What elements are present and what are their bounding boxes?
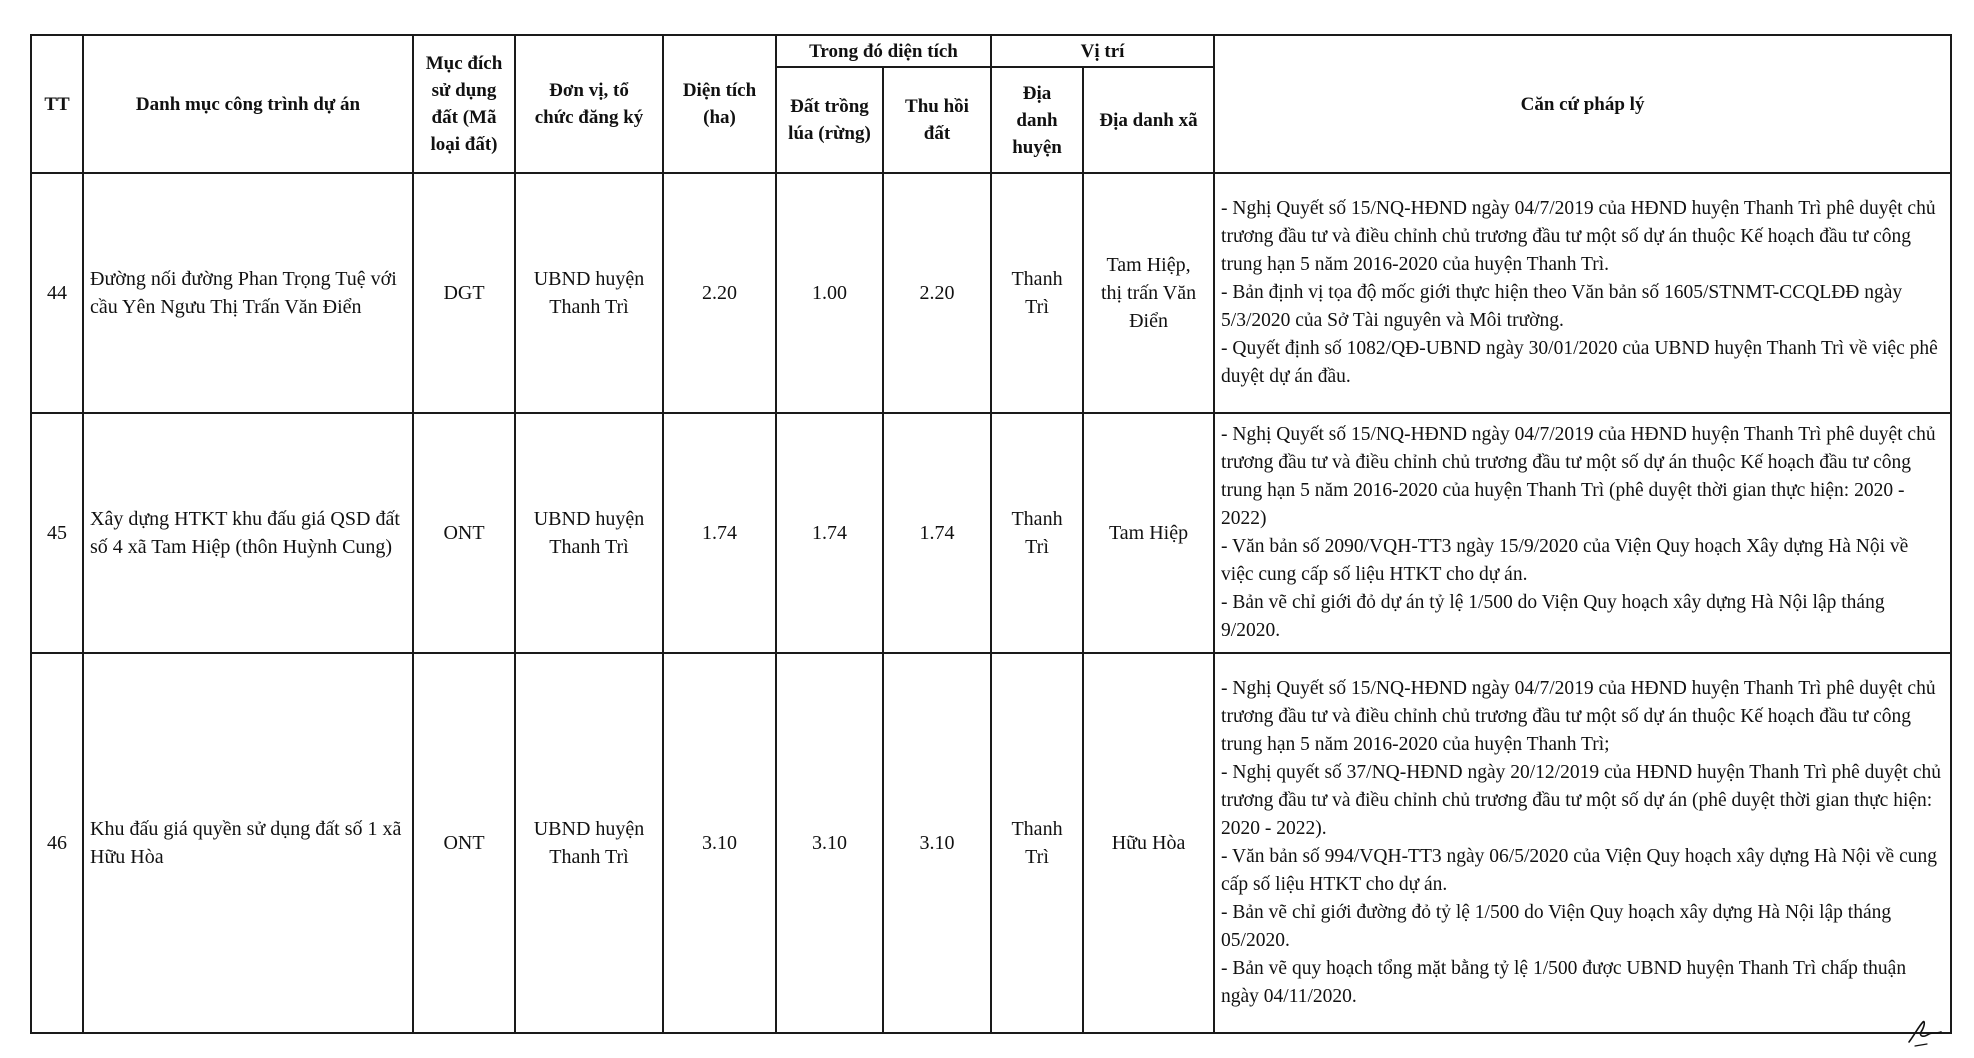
project-table [30, 34, 1952, 1034]
cell-unit: UBND huyện Thanh Trì [515, 413, 663, 653]
header-rice-land: Đất trồng lúa (rừng) [776, 67, 883, 173]
header-purpose: Mục đích sử dụng đất (Mã loại đất) [413, 35, 515, 173]
legal-item: - Nghị quyết số 37/NQ-HĐND ngày 20/12/2019 của HĐND huyện Thanh Trì phê duyệt chủ trương đầu tư và điều chỉnh chủ trương đầu tư một số dự án (phê duyệt thời gian thực hiện: 2020 - 2022). [1221, 762, 1942, 839]
cell-area: 1.74 [663, 413, 776, 653]
legal-item: - Bản định vị tọa độ mốc giới thực hiện theo Văn bản số 1605/STNMT-CCQLĐĐ ngày 5/3/2020 của Sở Tài nguyên và Môi trường. [1221, 282, 1903, 331]
cell-project: Xây dựng HTKT khu đấu giá QSD đất số 4 xã Tam Hiệp (thôn Huỳnh Cung) [83, 413, 413, 653]
cell-area: 3.10 [663, 653, 776, 1033]
header-project: Danh mục công trình dự án [83, 35, 413, 173]
cell-rice-land: 1.74 [776, 413, 883, 653]
cell-unit: UBND huyện Thanh Trì [515, 173, 663, 413]
cell-project: Khu đấu giá quyền sử dụng đất số 1 xã Hữu Hòa [83, 653, 413, 1033]
header-within-group: Trong đó diện tích [776, 35, 991, 67]
legal-item: - Bản vẽ chỉ giới đỏ dự án tỷ lệ 1/500 do Viện Quy hoạch xây dựng Hà Nội lập tháng 9/2020. [1221, 592, 1885, 641]
header-district: Địa danh huyện [991, 67, 1083, 173]
header-tt: TT [31, 35, 83, 173]
cell-purpose: DGT [413, 173, 515, 413]
header-area: Diện tích (ha) [663, 35, 776, 173]
cell-recovered-land: 2.20 [883, 173, 991, 413]
cell-rice-land: 1.00 [776, 173, 883, 413]
legal-item: - Văn bản số 994/VQH-TT3 ngày 06/5/2020 của Viện Quy hoạch xây dựng Hà Nội về cung cấp số liệu HTKT cho dự án. [1221, 846, 1937, 895]
cell-rice-land: 3.10 [776, 653, 883, 1033]
table-row [31, 413, 1951, 653]
cell-project: Đường nối đường Phan Trọng Tuệ với cầu Yên Ngưu Thị Trấn Văn Điển [83, 173, 413, 413]
cell-recovered-land: 1.74 [883, 413, 991, 653]
header-commune: Địa danh xã [1083, 67, 1214, 173]
cell-legal-basis [1214, 653, 1951, 1033]
document-sheet [30, 34, 1950, 1034]
cell-unit: UBND huyện Thanh Trì [515, 653, 663, 1033]
cell-commune: Hữu Hòa [1083, 653, 1214, 1033]
cell-commune: Tam Hiệp [1083, 413, 1214, 653]
table-row [31, 173, 1951, 413]
legal-item: - Bản vẽ quy hoạch tổng mặt bằng tỷ lệ 1/500 được UBND huyện Thanh Trì chấp thuận ngày 04/11/2020. [1221, 958, 1907, 1007]
cell-commune: Tam Hiệp, thị trấn Văn Điển [1083, 173, 1214, 413]
header-unit: Đơn vị, tổ chức đăng ký [515, 35, 663, 173]
cell-tt: 46 [31, 653, 83, 1033]
legal-item: - Bản vẽ chỉ giới đường đỏ tỷ lệ 1/500 do Viện Quy hoạch xây dựng Hà Nội lập tháng 05/2020. [1221, 902, 1892, 951]
cell-tt: 44 [31, 173, 83, 413]
legal-item: - Nghị Quyết số 15/NQ-HĐND ngày 04/7/2019 của HĐND huyện Thanh Trì phê duyệt chủ trương đầu tư và điều chỉnh chủ trương đầu tư một số dự án thuộc Kế hoạch đầu tư công trung hạn 5 năm 2016-2020 của huyện Thanh Trì. [1221, 198, 1936, 275]
cell-purpose: ONT [413, 653, 515, 1033]
cell-tt: 45 [31, 413, 83, 653]
cell-district: Thanh Trì [991, 413, 1083, 653]
cell-purpose: ONT [413, 413, 515, 653]
handwritten-signature-mark [1905, 1012, 1945, 1050]
cell-legal-basis [1214, 413, 1951, 653]
header-legal: Căn cứ pháp lý [1214, 35, 1951, 173]
header-location-group: Vị trí [991, 35, 1214, 67]
legal-item: - Quyết định số 1082/QĐ-UBND ngày 30/01/2020 của UBND huyện Thanh Trì về việc phê duyệt dự án đầu. [1221, 338, 1938, 387]
cell-district: Thanh Trì [991, 653, 1083, 1033]
cell-recovered-land: 3.10 [883, 653, 991, 1033]
legal-item: - Nghị Quyết số 15/NQ-HĐND ngày 04/7/2019 của HĐND huyện Thanh Trì phê duyệt chủ trương đầu tư và điều chỉnh chủ trương đầu tư một số dự án thuộc Kế hoạch đầu tư công trung hạn 5 năm 2016-2020 của huyện Thanh Trì (phê duyệt thời gian thực hiện: 2020 - 2022) [1221, 424, 1936, 529]
table-row [31, 653, 1951, 1033]
cell-legal-basis [1214, 173, 1951, 413]
header-recovered-land: Thu hồi đất [883, 67, 991, 173]
cell-area: 2.20 [663, 173, 776, 413]
legal-item: - Văn bản số 2090/VQH-TT3 ngày 15/9/2020 của Viện Quy hoạch Xây dựng Hà Nội về việc cung cấp số liệu HTKT cho dự án. [1221, 536, 1909, 585]
legal-item: - Nghị Quyết số 15/NQ-HĐND ngày 04/7/2019 của HĐND huyện Thanh Trì phê duyệt chủ trương đầu tư và điều chỉnh chủ trương đầu tư một số dự án thuộc Kế hoạch đầu tư công trung hạn 5 năm 2016-2020 của huyện Thanh Trì; [1221, 678, 1936, 755]
cell-district: Thanh Trì [991, 173, 1083, 413]
